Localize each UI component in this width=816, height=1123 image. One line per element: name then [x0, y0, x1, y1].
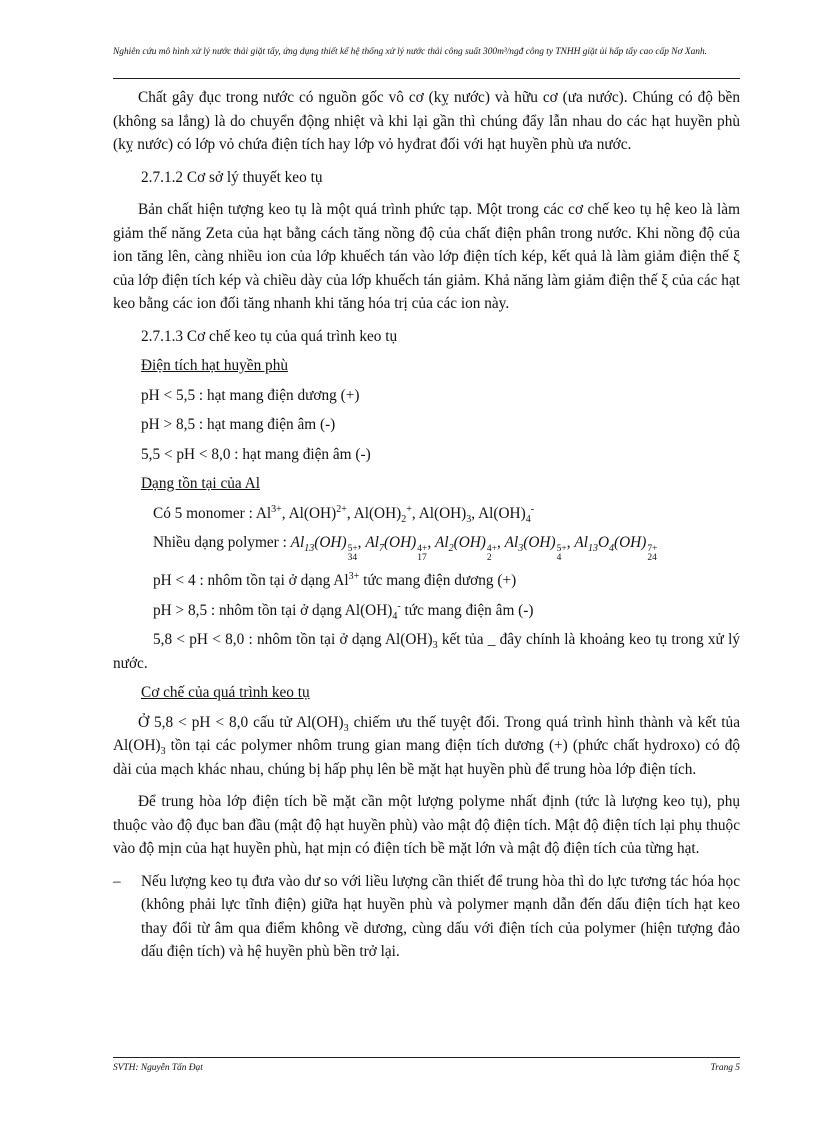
polymer-formula: [290, 534, 358, 563]
polymer-line: [113, 531, 740, 563]
formula-al-count: 13: [587, 543, 598, 555]
formula-al-count: 7: [378, 543, 384, 555]
monomer-formula: [289, 505, 347, 522]
formula-o-count: 4: [609, 543, 615, 555]
formula-base: Al: [255, 504, 272, 522]
formula-oh: (OH): [453, 534, 486, 551]
formula-charge: -: [530, 503, 535, 515]
footer-divider: [113, 1057, 740, 1058]
formula-charge: 4+: [486, 544, 498, 554]
subheading-charge: [113, 354, 740, 378]
monomer-formula: [353, 503, 412, 525]
al-line-1: [113, 569, 740, 593]
formula-charge: 7+: [647, 544, 658, 554]
polymer-formula: [504, 534, 567, 563]
al-line-2-post: tức mang điện âm (-): [400, 601, 534, 619]
monomer-list: [255, 503, 535, 525]
subheading-mechanism: [113, 681, 740, 705]
formula-base: Al(OH): [288, 504, 337, 522]
al3-charge: 3+: [348, 570, 360, 582]
polymer-list: [290, 534, 658, 563]
formula-base: Al(OH): [478, 504, 526, 522]
formula-al-count: 13: [304, 543, 315, 555]
al-line-1-pre: pH < 4 : nhôm tồn tại ở dạng Al: [153, 572, 349, 589]
formula-separator: ,: [471, 504, 479, 522]
formula-al: Al: [504, 534, 519, 551]
al-line-3-pre: 5,8 < pH < 8,0 : nhôm tồn tại ở dạng Al(OH): [153, 631, 433, 648]
formula-base: Al(OH): [418, 504, 467, 522]
formula-separator: ,: [497, 534, 505, 551]
formula-subscript: 2: [401, 513, 407, 525]
formula-sup-sub-stack: [348, 545, 358, 563]
formula-charge: 3+: [271, 503, 282, 515]
oh4-charge: -: [397, 600, 401, 612]
paragraph-mechanism-1: [113, 711, 740, 782]
formula-sup-sub-stack: [487, 545, 497, 563]
formula-separator: ,: [411, 504, 419, 522]
formula-oh: (OH): [314, 534, 347, 551]
formula-separator: ,: [357, 534, 366, 551]
page-footer: [113, 1063, 740, 1073]
paragraph-intro: Chất gây đục trong nước có nguồn gốc vô cơ (kỵ nước) và hữu cơ (ưa nước). Chúng có độ bền (không sa lắng) là do chuyển động nhiệt và khi lại gần thì chúng đẩy lẫn nhau do các hạt huyền phù (kỵ nước) có lớp vỏ chứa điện tích hay lớp vỏ hyđrat đối với hạt huyền phù ưa nước.: [113, 89, 740, 153]
formula-oh: (OH): [614, 534, 647, 551]
ph-line-2: pH > 8,5 : hạt mang điện âm (-): [141, 416, 336, 433]
formula-oh-count: 2: [486, 553, 492, 563]
formula-subscript: 3: [466, 513, 472, 525]
formula-oh-count: 4: [556, 553, 562, 563]
al-line-3-post: kết tủa _ đây chính là khoảng keo tụ trong xử lý nước.: [113, 631, 741, 672]
formula-al: Al: [290, 534, 305, 551]
monomer-line: [113, 502, 740, 526]
ph-line-1: pH < 5,5 : hạt mang điện dương (+): [141, 386, 360, 404]
subheading-al-forms-text: Dạng tồn tại của Al: [141, 475, 260, 492]
oh3-subscript: 3: [160, 746, 166, 758]
bullet-dash: –: [113, 872, 121, 890]
formula-charge: +: [406, 503, 412, 515]
oh3-subscript: 3: [343, 722, 349, 734]
bullet-item: [113, 870, 740, 964]
page-content: [113, 86, 740, 964]
monomer-formula: [418, 504, 472, 525]
formula-o: O: [597, 534, 610, 551]
mech1-post: tồn tại các polymer nhôm trung gian mang điện tích dương (+) (phức chất hydroxo) có độ dài của mạch khác nhau, chúng bị hấp phụ lên bề mặt hạt huyền phù để trung hòa lớp điện tích.: [113, 737, 740, 778]
formula-sup-sub-stack: [647, 545, 657, 563]
al-line-2-pre: pH > 8,5 : nhôm tồn tại ở dạng Al(OH): [153, 601, 393, 619]
al-line-2: [113, 599, 740, 623]
monomer-formula: [256, 505, 282, 522]
formula-al-count: 3: [518, 543, 524, 555]
al-line-1-post: tức mang điện dương (+): [359, 572, 517, 589]
heading-2-7-1-3: 2.7.1.3 Cơ chế keo tụ của quá trình keo tụ: [141, 327, 398, 345]
paragraph-theory: Bản chất hiện tượng keo tụ là một quá trình phức tạp. Một trong các cơ chế keo tụ hệ keo là làm giảm thế năng Zeta của hạt bằng cách tăng nồng độ của chất điện phân trong nước. Khi nồng độ của ion tăng lên, càng nhiều ion của lớp khuếch tán vào lớp điện tích kép, kết quả là làm giảm điện thế ξ của lớp điện tích kép và chiều dày của lớp khuếch tán giảm. Khả năng làm giảm điện thế ξ của các hạt keo bằng các ion đối tăng nhanh khi tăng hóa trị của các ion này.: [113, 201, 740, 312]
oh4-subscript: 4: [392, 610, 398, 622]
formula-separator: ,: [566, 534, 575, 551]
oh3-subscript: 3: [432, 640, 438, 652]
polymer-formula: [435, 534, 498, 563]
formula-oh-count: 34: [347, 553, 358, 563]
ph-line-3: 5,5 < pH < 8,0 : hạt mang điện âm (-): [141, 445, 371, 463]
formula-oh-count: 24: [647, 553, 657, 563]
bullet-text: Nếu lượng keo tụ đưa vào dư so với liều lượng cần thiết để trung hòa thì do lực tương tác hóa học (không phải lực tĩnh điện) giữa hạt huyền phù và polymer mạnh dẫn đến dấu điện tích hạt keo thay đổi từ âm qua điểm không về dương, cùng dấu với điện tích của polymer (hiện tượng đảo dấu điện tích) và hệ huyền phù bền trở lại.: [141, 872, 740, 960]
page-header: Nghiên cứu mô hình xử lý nước thải giặt tẩy, ứng dụng thiết kế hệ thống xử lý nước thải công suất 300m³/ngđ công ty TNHH giặt ủi hấp tẩy cao cấp Nơ Xanh.: [113, 47, 707, 57]
heading-2-7-1-2: 2.7.1.2 Cơ sở lý thuyết keo tụ: [141, 168, 323, 186]
monomer-label: Có 5 monomer :: [153, 504, 256, 522]
polymer-formula: [365, 534, 428, 563]
footer-page-number: Trang 5: [710, 1063, 740, 1073]
formula-separator: ,: [281, 504, 289, 522]
formula-al: Al: [365, 534, 379, 551]
formula-al: Al: [435, 534, 449, 551]
formula-subscript: 4: [525, 513, 531, 525]
subheading-mechanism-text: Cơ chế của quá trình keo tụ: [141, 684, 310, 701]
formula-charge: 5+: [347, 544, 358, 554]
formula-base: Al(OH): [353, 504, 402, 522]
subheading-charge-text: Điện tích hạt huyền phù: [141, 357, 288, 374]
polymer-label: Nhiều dạng polymer :: [153, 534, 291, 551]
formula-charge: 2+: [336, 503, 347, 515]
formula-al-count: 2: [448, 543, 454, 555]
al-line-3: [113, 628, 740, 675]
formula-charge: 4+: [417, 544, 428, 554]
formula-sup-sub-stack: [557, 545, 567, 563]
subheading-al-forms: [113, 472, 740, 496]
mech1-mid: chiếm ưu thế tuyệt đối. Trong quá trình hình thành và kết tủa Al(OH): [113, 713, 740, 754]
formula-oh: (OH): [383, 534, 417, 551]
formula-oh: (OH): [523, 534, 556, 551]
formula-sup-sub-stack: [417, 545, 427, 563]
polymer-formula: [574, 534, 658, 563]
header-divider: [113, 78, 740, 79]
formula-separator: ,: [346, 504, 354, 522]
monomer-formula: [478, 503, 535, 525]
formula-separator: ,: [427, 534, 435, 551]
paragraph-mechanism-2: Để trung hòa lớp điện tích bề mặt cần một lượng polyme nhất định (tức là lượng keo tụ), phụ thuộc vào độ đục ban đầu (mật độ hạt huyền phù) vào mật độ điện tích. Mật độ điện tích lại phụ thuộc vào độ mịn của hạt huyền phù, hạt mịn có điện tích bề mặt lớn và mật độ điện tích của từng hạt.: [113, 793, 740, 857]
footer-author: SVTH: Nguyễn Tấn Đạt: [113, 1063, 203, 1073]
formula-charge: 5+: [556, 544, 567, 554]
formula-oh-count: 17: [417, 553, 427, 563]
formula-al: Al: [574, 534, 588, 551]
mech1-pre: Ở 5,8 < pH < 8,0 cấu tử Al(OH): [138, 713, 344, 731]
